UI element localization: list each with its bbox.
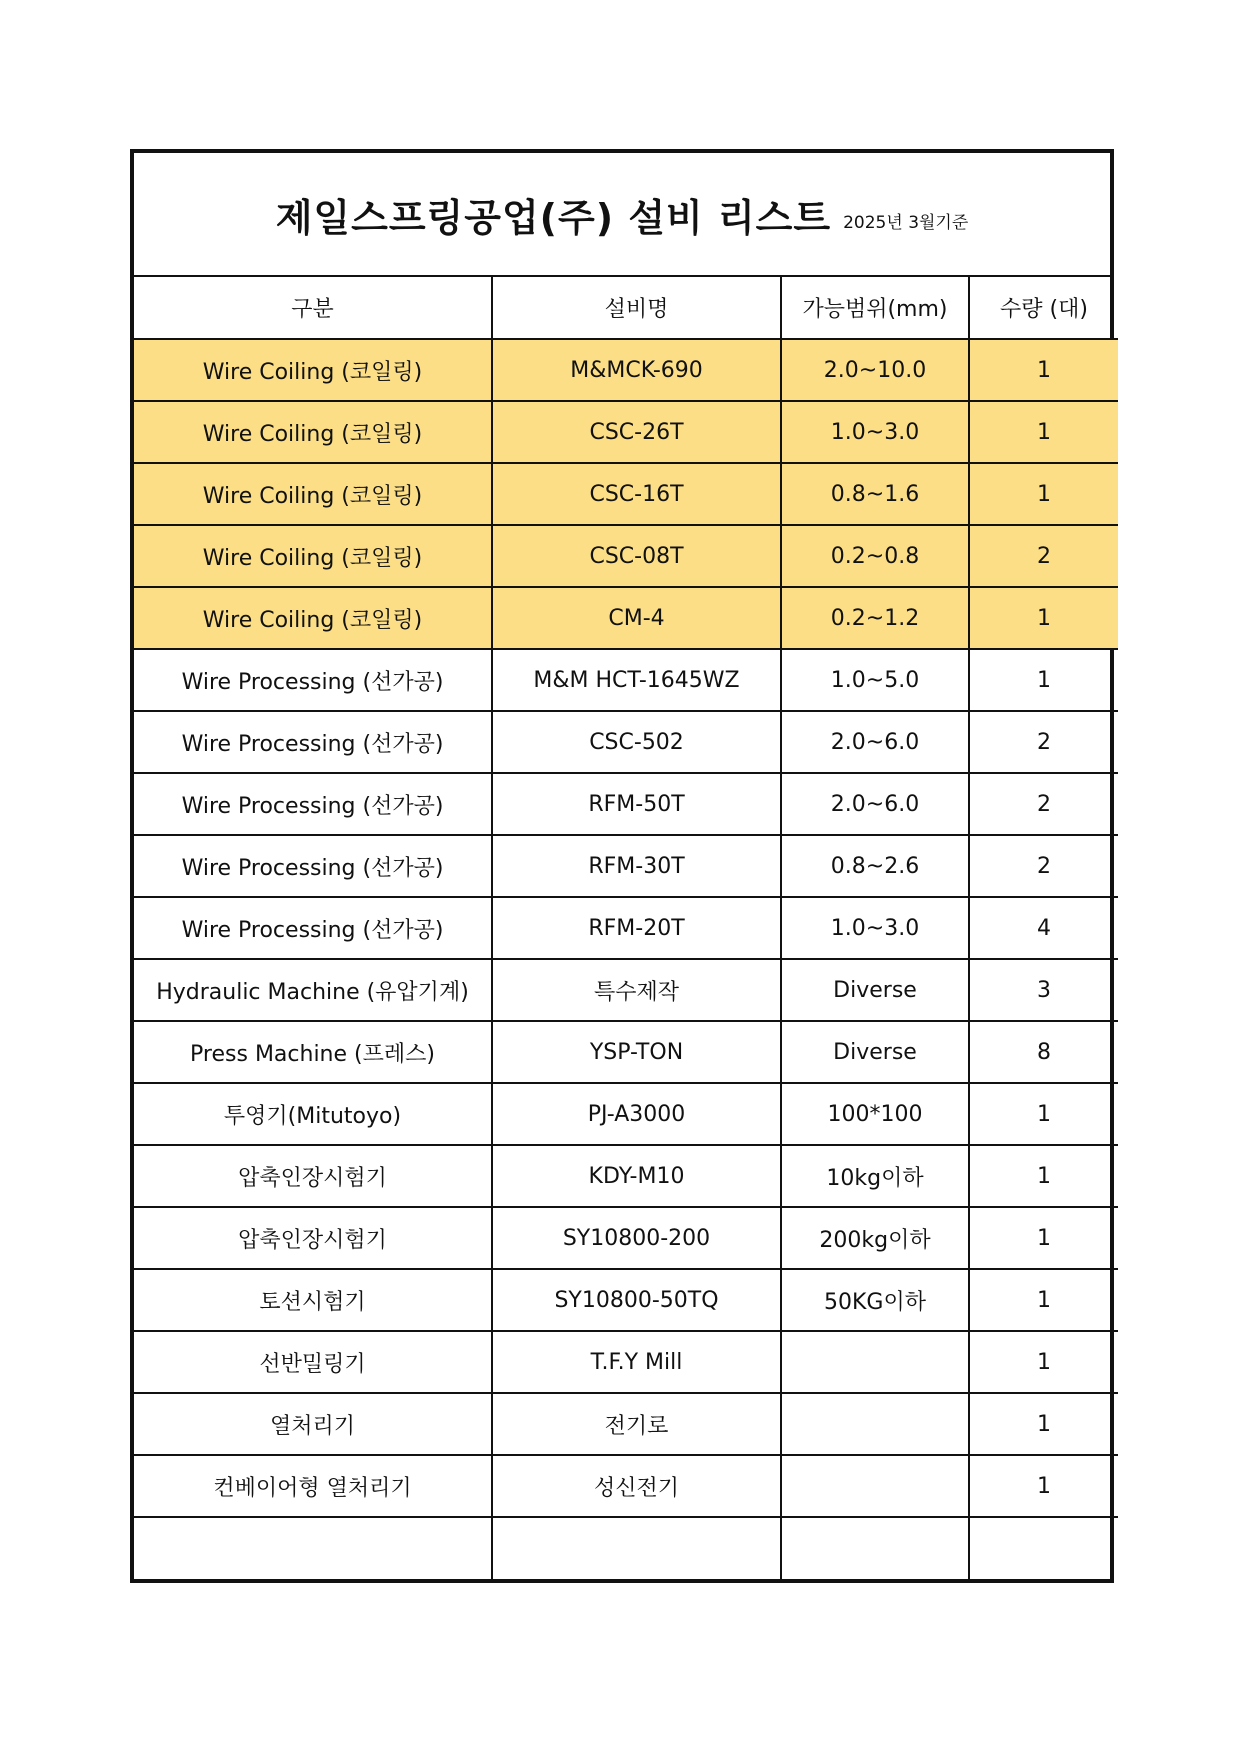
cell-equipment: RFM-50T [492,773,781,835]
cell-equipment: RFM-30T [492,835,781,897]
cell-category [134,1517,492,1579]
header-quantity: 수량 (대) [969,277,1118,339]
cell-equipment: 특수제작 [492,959,781,1021]
cell-category: 토션시험기 [134,1269,492,1331]
table-row [134,1083,1118,1145]
cell-quantity: 1 [969,401,1118,463]
table-row [134,1455,1118,1517]
cell-category: Wire Coiling (코일링) [134,587,492,649]
cell-range: 100*100 [781,1083,969,1145]
table-row [134,1269,1118,1331]
cell-range: 0.8~2.6 [781,835,969,897]
cell-quantity: 1 [969,1393,1118,1455]
table-row [134,525,1118,587]
equipment-list-sheet [130,149,1114,1583]
table-row [134,463,1118,525]
cell-quantity: 2 [969,525,1118,587]
cell-equipment: SY10800-50TQ [492,1269,781,1331]
cell-range: 10kg이하 [781,1145,969,1207]
title-date: 2025년 3월기준 [843,212,969,233]
table-row [134,649,1118,711]
header-equipment: 설비명 [492,277,781,339]
cell-range: 1.0~3.0 [781,897,969,959]
page-title: 제일스프링공업(주) 설비 리스트 [275,195,832,240]
cell-category: Hydraulic Machine (유압기계) [134,959,492,1021]
cell-category: 압축인장시험기 [134,1207,492,1269]
table-row [134,959,1118,1021]
cell-range: 0.2~0.8 [781,525,969,587]
cell-range [781,1331,969,1393]
table-row [134,401,1118,463]
cell-range: 2.0~6.0 [781,711,969,773]
cell-range: 50KG이하 [781,1269,969,1331]
cell-equipment: 전기로 [492,1393,781,1455]
cell-category: Wire Coiling (코일링) [134,463,492,525]
cell-quantity: 4 [969,897,1118,959]
table-row [134,1021,1118,1083]
cell-equipment: M&MCK-690 [492,339,781,401]
cell-category: Wire Coiling (코일링) [134,339,492,401]
cell-category: Wire Processing (선가공) [134,835,492,897]
cell-range: 2.0~6.0 [781,773,969,835]
cell-quantity: 1 [969,1331,1118,1393]
cell-quantity: 2 [969,773,1118,835]
cell-category: Wire Processing (선가공) [134,897,492,959]
table-row [134,773,1118,835]
cell-category: Press Machine (프레스) [134,1021,492,1083]
cell-equipment: CSC-26T [492,401,781,463]
title-row [134,153,1110,277]
cell-quantity: 1 [969,1207,1118,1269]
cell-range: 0.8~1.6 [781,463,969,525]
cell-equipment: PJ-A3000 [492,1083,781,1145]
table-row [134,897,1118,959]
cell-quantity: 1 [969,1145,1118,1207]
table-row [134,1517,1118,1579]
cell-category: Wire Coiling (코일링) [134,525,492,587]
header-category: 구분 [134,277,492,339]
cell-range: 1.0~5.0 [781,649,969,711]
table-row [134,1331,1118,1393]
cell-equipment: 성신전기 [492,1455,781,1517]
cell-equipment: CSC-502 [492,711,781,773]
cell-quantity [969,1517,1118,1579]
cell-category: Wire Processing (선가공) [134,773,492,835]
cell-quantity: 1 [969,587,1118,649]
header-range: 가능범위(mm) [781,277,969,339]
table-row [134,1145,1118,1207]
cell-equipment: RFM-20T [492,897,781,959]
cell-range: 1.0~3.0 [781,401,969,463]
cell-quantity: 1 [969,463,1118,525]
cell-range [781,1455,969,1517]
cell-quantity: 3 [969,959,1118,1021]
cell-category: 압축인장시험기 [134,1145,492,1207]
cell-range: Diverse [781,959,969,1021]
cell-quantity: 1 [969,649,1118,711]
cell-range: 200kg이하 [781,1207,969,1269]
table-body [134,339,1118,1579]
cell-quantity: 1 [969,1455,1118,1517]
cell-quantity: 2 [969,835,1118,897]
cell-quantity: 1 [969,339,1118,401]
table-row [134,711,1118,773]
cell-quantity: 2 [969,711,1118,773]
cell-category: Wire Processing (선가공) [134,711,492,773]
cell-equipment: CSC-16T [492,463,781,525]
cell-quantity: 8 [969,1021,1118,1083]
equipment-table [134,277,1118,1579]
table-row [134,835,1118,897]
cell-category: Wire Coiling (코일링) [134,401,492,463]
cell-equipment: CM-4 [492,587,781,649]
cell-equipment: SY10800-200 [492,1207,781,1269]
cell-category: 컨베이어형 열처리기 [134,1455,492,1517]
table-row [134,1393,1118,1455]
cell-equipment: CSC-08T [492,525,781,587]
cell-equipment: YSP-TON [492,1021,781,1083]
cell-range: Diverse [781,1021,969,1083]
cell-category: 열처리기 [134,1393,492,1455]
cell-category: 투영기(Mitutoyo) [134,1083,492,1145]
cell-equipment: T.F.Y Mill [492,1331,781,1393]
cell-equipment: KDY-M10 [492,1145,781,1207]
cell-range: 0.2~1.2 [781,587,969,649]
cell-quantity: 1 [969,1269,1118,1331]
cell-equipment [492,1517,781,1579]
table-row [134,339,1118,401]
table-row [134,1207,1118,1269]
cell-category: Wire Processing (선가공) [134,649,492,711]
table-header-row [134,277,1118,339]
table-row [134,587,1118,649]
cell-range [781,1517,969,1579]
cell-range: 2.0~10.0 [781,339,969,401]
cell-category: 선반밀링기 [134,1331,492,1393]
cell-quantity: 1 [969,1083,1118,1145]
cell-range [781,1393,969,1455]
cell-equipment: M&M HCT-1645WZ [492,649,781,711]
